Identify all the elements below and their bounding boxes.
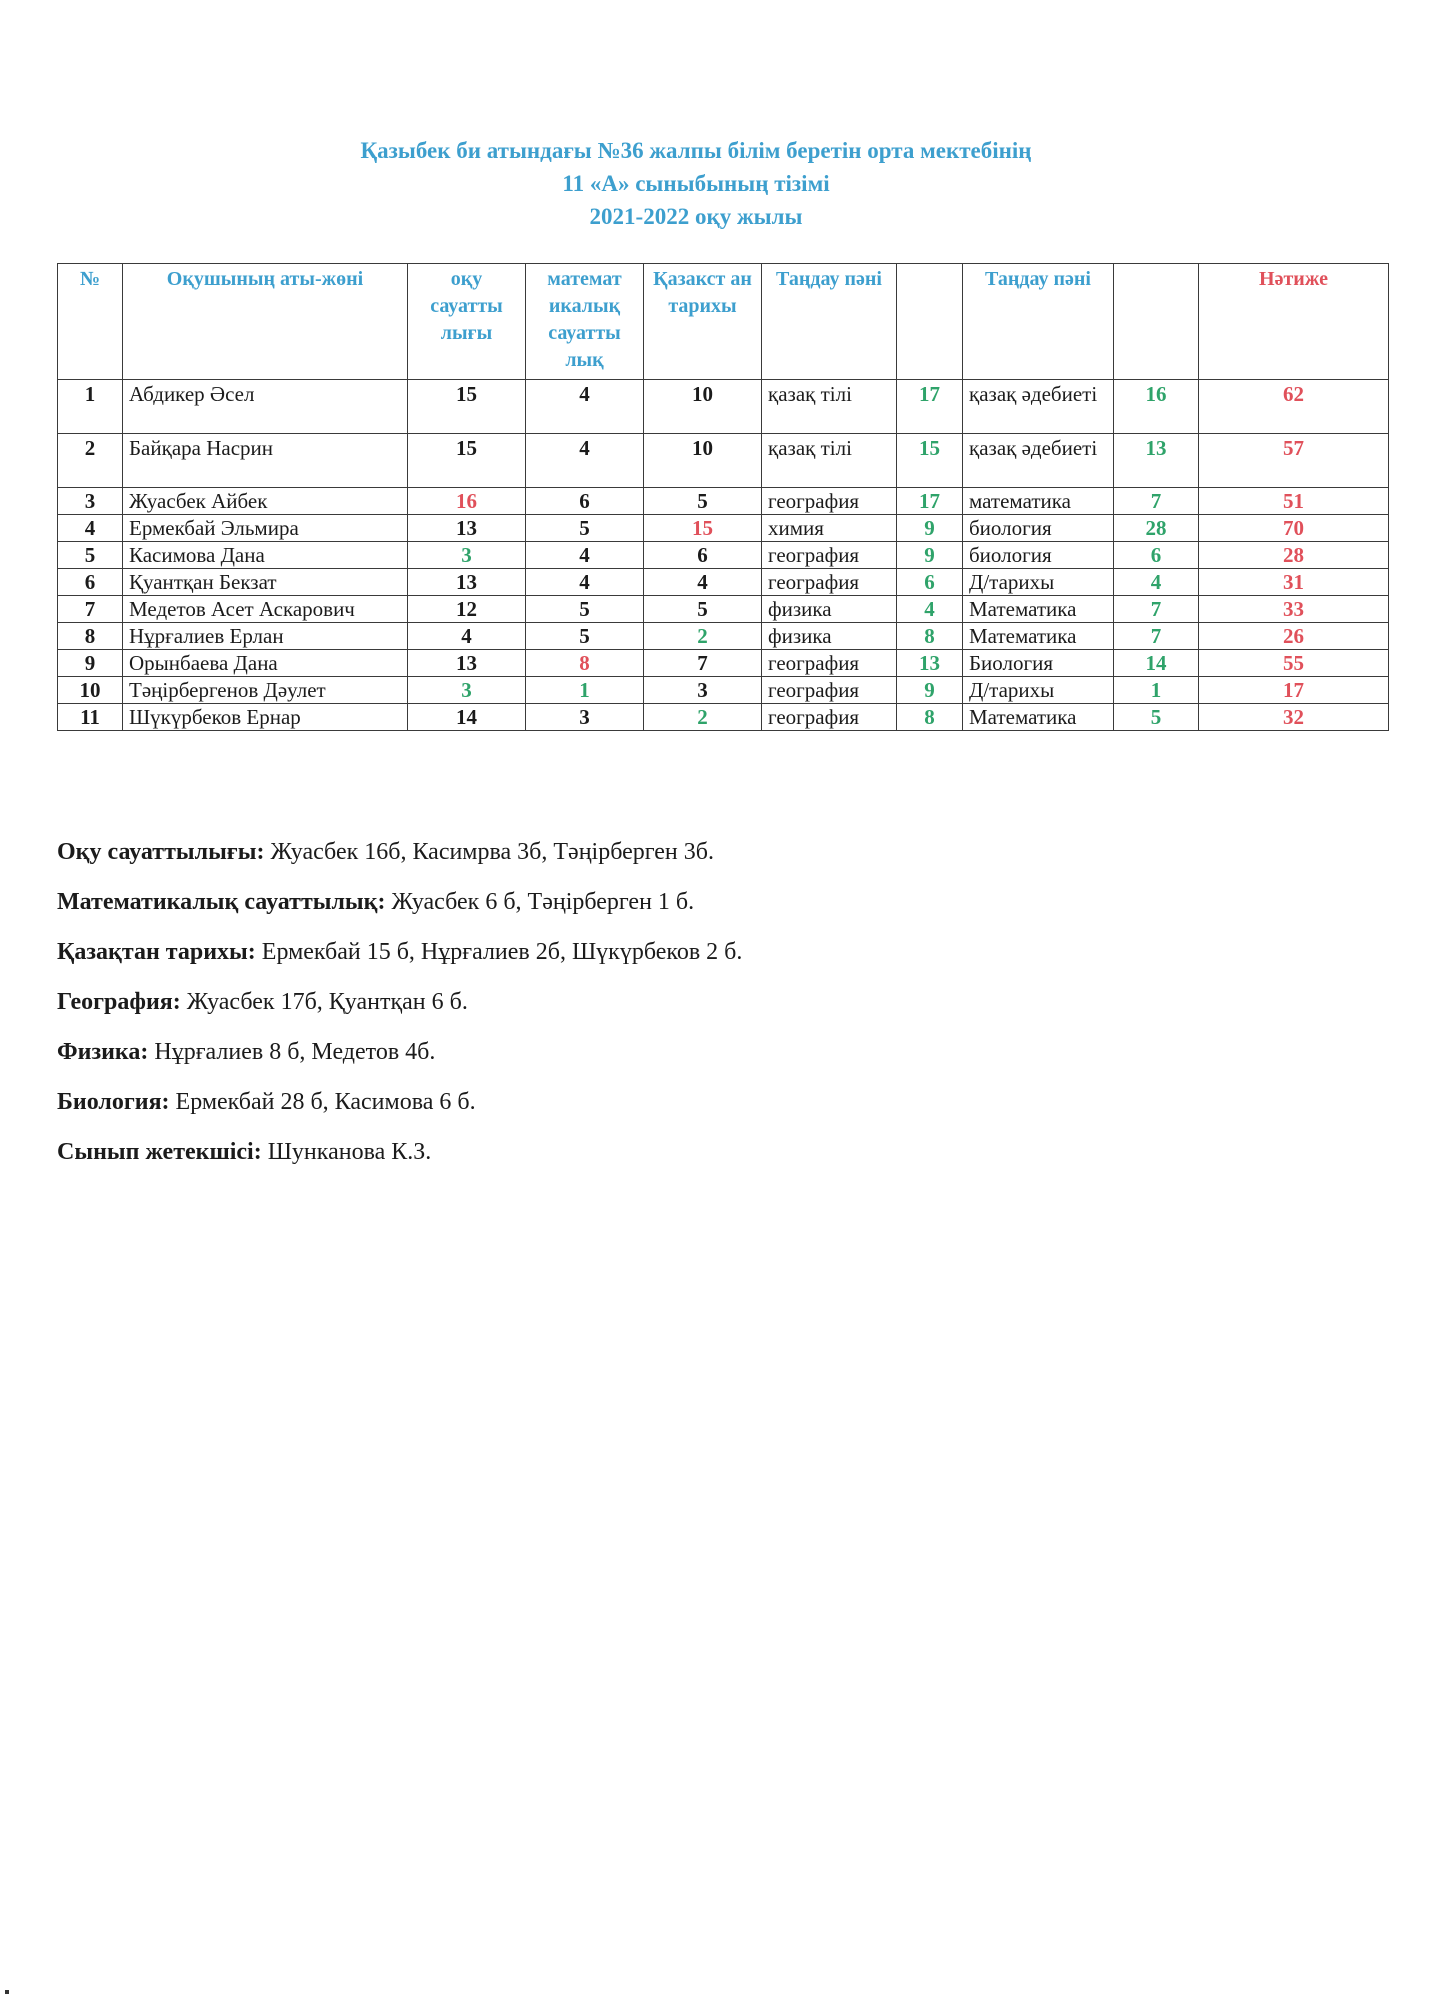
reading-score: 13 — [408, 515, 526, 542]
note-label: Биология: — [57, 1089, 170, 1115]
student-name: Жуасбек Айбек — [123, 488, 408, 515]
elective-2-subject: қазақ әдебиеті — [963, 380, 1114, 434]
col-header-number: № — [58, 264, 123, 380]
table-row — [58, 704, 1389, 731]
elective-2-subject: Д/тарихы — [963, 677, 1114, 704]
table-row — [58, 677, 1389, 704]
elective-1-score: 9 — [897, 677, 963, 704]
elective-1-subject: физика — [762, 623, 897, 650]
elective-1-subject: қазақ тілі — [762, 434, 897, 488]
table-row — [58, 380, 1389, 434]
math-score: 5 — [526, 623, 644, 650]
elective-2-score: 7 — [1114, 488, 1199, 515]
math-score: 1 — [526, 677, 644, 704]
elective-2-subject: қазақ әдебиеті — [963, 434, 1114, 488]
history-score: 5 — [644, 488, 762, 515]
col-header-elective-2: Таңдау пәні — [963, 264, 1114, 380]
table-row — [58, 650, 1389, 677]
results-body — [58, 380, 1389, 731]
result-score: 62 — [1199, 380, 1389, 434]
elective-2-score: 4 — [1114, 569, 1199, 596]
elective-2-subject: Биология — [963, 650, 1114, 677]
elective-1-score: 17 — [897, 488, 963, 515]
elective-1-subject: география — [762, 677, 897, 704]
elective-1-subject: география — [762, 650, 897, 677]
result-score: 33 — [1199, 596, 1389, 623]
elective-1-score: 13 — [897, 650, 963, 677]
note-biology — [57, 1077, 1357, 1127]
student-name: Шүкүрбеков Ернар — [123, 704, 408, 731]
elective-1-score: 6 — [897, 569, 963, 596]
note-label: Математикалық сауаттылық: — [57, 889, 386, 915]
table-row — [58, 542, 1389, 569]
elective-2-score: 13 — [1114, 434, 1199, 488]
reading-score: 16 — [408, 488, 526, 515]
elective-1-score: 8 — [897, 704, 963, 731]
note-text: Нұрғалиев 8 б, Медетов 4б. — [148, 1039, 436, 1065]
elective-1-subject: қазақ тілі — [762, 380, 897, 434]
elective-1-subject: химия — [762, 515, 897, 542]
math-score: 5 — [526, 596, 644, 623]
reading-score: 4 — [408, 623, 526, 650]
row-number: 9 — [58, 650, 123, 677]
table-row — [58, 623, 1389, 650]
row-number: 1 — [58, 380, 123, 434]
col-header-elective-2-score — [1114, 264, 1199, 380]
elective-2-subject: Математика — [963, 623, 1114, 650]
table-row — [58, 434, 1389, 488]
elective-2-score: 28 — [1114, 515, 1199, 542]
student-name: Абдикер Әсел — [123, 380, 408, 434]
row-number: 2 — [58, 434, 123, 488]
reading-score: 15 — [408, 380, 526, 434]
history-score: 10 — [644, 380, 762, 434]
student-name: Қуантқан Бекзат — [123, 569, 408, 596]
elective-2-subject: Математика — [963, 596, 1114, 623]
student-name: Тәңірбергенов Дәулет — [123, 677, 408, 704]
note-text: Ермекбай 28 б, Касимова 6 б. — [169, 1089, 476, 1115]
col-header-result: Нәтиже — [1199, 264, 1389, 380]
elective-2-subject: биология — [963, 542, 1114, 569]
note-text: Ермекбай 15 б, Нұрғалиев 2б, Шүкүрбеков 2 б. — [255, 939, 743, 965]
student-name: Ермекбай Эльмира — [123, 515, 408, 542]
history-score: 10 — [644, 434, 762, 488]
document-title — [0, 134, 1392, 233]
row-number: 4 — [58, 515, 123, 542]
elective-1-score: 15 — [897, 434, 963, 488]
history-score: 4 — [644, 569, 762, 596]
elective-1-subject: география — [762, 488, 897, 515]
math-score: 3 — [526, 704, 644, 731]
note-label: Физика: — [57, 1039, 149, 1065]
note-label: Оқу сауаттылығы: — [57, 839, 265, 865]
header-row — [58, 264, 1389, 380]
math-score: 4 — [526, 569, 644, 596]
result-score: 31 — [1199, 569, 1389, 596]
row-number: 8 — [58, 623, 123, 650]
col-header-history: Қазакст ан тарихы — [644, 264, 762, 380]
row-number: 7 — [58, 596, 123, 623]
reading-score: 13 — [408, 569, 526, 596]
elective-2-score: 16 — [1114, 380, 1199, 434]
note-label: Сынып жетекшісі: — [57, 1139, 262, 1165]
note-class-teacher — [57, 1127, 1357, 1177]
elective-1-score: 4 — [897, 596, 963, 623]
col-header-reading: оқу сауатты лығы — [408, 264, 526, 380]
elective-1-subject: физика — [762, 596, 897, 623]
col-header-name: Оқушының аты-жөні — [123, 264, 408, 380]
elective-1-subject: география — [762, 542, 897, 569]
note-label: Қазақтан тарихы: — [57, 939, 256, 965]
math-score: 8 — [526, 650, 644, 677]
row-number: 11 — [58, 704, 123, 731]
note-history — [57, 927, 1357, 977]
student-name: Касимова Дана — [123, 542, 408, 569]
math-score: 4 — [526, 380, 644, 434]
reading-score: 3 — [408, 677, 526, 704]
reading-score: 14 — [408, 704, 526, 731]
elective-1-subject: география — [762, 569, 897, 596]
scan-speck — [5, 1990, 9, 1994]
title-line-class: 11 «А» сыныбының тізімі — [562, 171, 830, 196]
student-name: Орынбаева Дана — [123, 650, 408, 677]
note-text: Жуасбек 6 б, Тәңірберген 1 б. — [385, 889, 695, 915]
student-name: Нұрғалиев Ерлан — [123, 623, 408, 650]
history-score: 2 — [644, 704, 762, 731]
student-name: Медетов Асет Аскарович — [123, 596, 408, 623]
elective-1-subject: география — [762, 704, 897, 731]
math-score: 6 — [526, 488, 644, 515]
math-score: 4 — [526, 434, 644, 488]
note-text: Жуасбек 17б, Қуантқан 6 б. — [180, 989, 468, 1015]
result-score: 57 — [1199, 434, 1389, 488]
history-score: 15 — [644, 515, 762, 542]
elective-1-score: 8 — [897, 623, 963, 650]
note-label: География: — [57, 989, 181, 1015]
table-row — [58, 569, 1389, 596]
result-score: 55 — [1199, 650, 1389, 677]
math-score: 5 — [526, 515, 644, 542]
result-score: 17 — [1199, 677, 1389, 704]
history-score: 3 — [644, 677, 762, 704]
col-header-elective-1: Таңдау пәні — [762, 264, 897, 380]
elective-2-subject: математика — [963, 488, 1114, 515]
table-row — [58, 488, 1389, 515]
elective-2-subject: биология — [963, 515, 1114, 542]
elective-1-score: 9 — [897, 542, 963, 569]
history-score: 6 — [644, 542, 762, 569]
history-score: 2 — [644, 623, 762, 650]
student-name: Байқара Насрин — [123, 434, 408, 488]
reading-score: 15 — [408, 434, 526, 488]
title-line-year: 2021-2022 оқу жылы — [589, 204, 803, 229]
row-number: 5 — [58, 542, 123, 569]
reading-score: 3 — [408, 542, 526, 569]
row-number: 3 — [58, 488, 123, 515]
elective-2-score: 5 — [1114, 704, 1199, 731]
note-text: Жуасбек 16б, Касимрва 3б, Тәңірберген 3б. — [264, 839, 714, 865]
elective-2-score: 14 — [1114, 650, 1199, 677]
note-physics — [57, 1027, 1357, 1077]
row-number: 10 — [58, 677, 123, 704]
result-score: 32 — [1199, 704, 1389, 731]
col-header-elective-1-score — [897, 264, 963, 380]
reading-score: 13 — [408, 650, 526, 677]
elective-2-subject: Математика — [963, 704, 1114, 731]
elective-2-subject: Д/тарихы — [963, 569, 1114, 596]
results-table — [57, 263, 1389, 731]
result-score: 70 — [1199, 515, 1389, 542]
history-score: 7 — [644, 650, 762, 677]
note-math — [57, 877, 1357, 927]
note-geography — [57, 977, 1357, 1027]
elective-1-score: 9 — [897, 515, 963, 542]
title-line-school: Қазыбек би атындағы №36 жалпы білім беретін орта мектебінің — [360, 138, 1032, 163]
result-score: 51 — [1199, 488, 1389, 515]
elective-2-score: 7 — [1114, 623, 1199, 650]
result-score: 28 — [1199, 542, 1389, 569]
summary-notes — [57, 827, 1357, 1177]
note-text: Шунканова К.З. — [261, 1139, 432, 1165]
table-row — [58, 596, 1389, 623]
result-score: 26 — [1199, 623, 1389, 650]
reading-score: 12 — [408, 596, 526, 623]
col-header-math: математ икалық сауатты лық — [526, 264, 644, 380]
note-reading — [57, 827, 1357, 877]
table-row — [58, 515, 1389, 542]
math-score: 4 — [526, 542, 644, 569]
elective-2-score: 1 — [1114, 677, 1199, 704]
history-score: 5 — [644, 596, 762, 623]
elective-2-score: 7 — [1114, 596, 1199, 623]
elective-2-score: 6 — [1114, 542, 1199, 569]
row-number: 6 — [58, 569, 123, 596]
elective-1-score: 17 — [897, 380, 963, 434]
